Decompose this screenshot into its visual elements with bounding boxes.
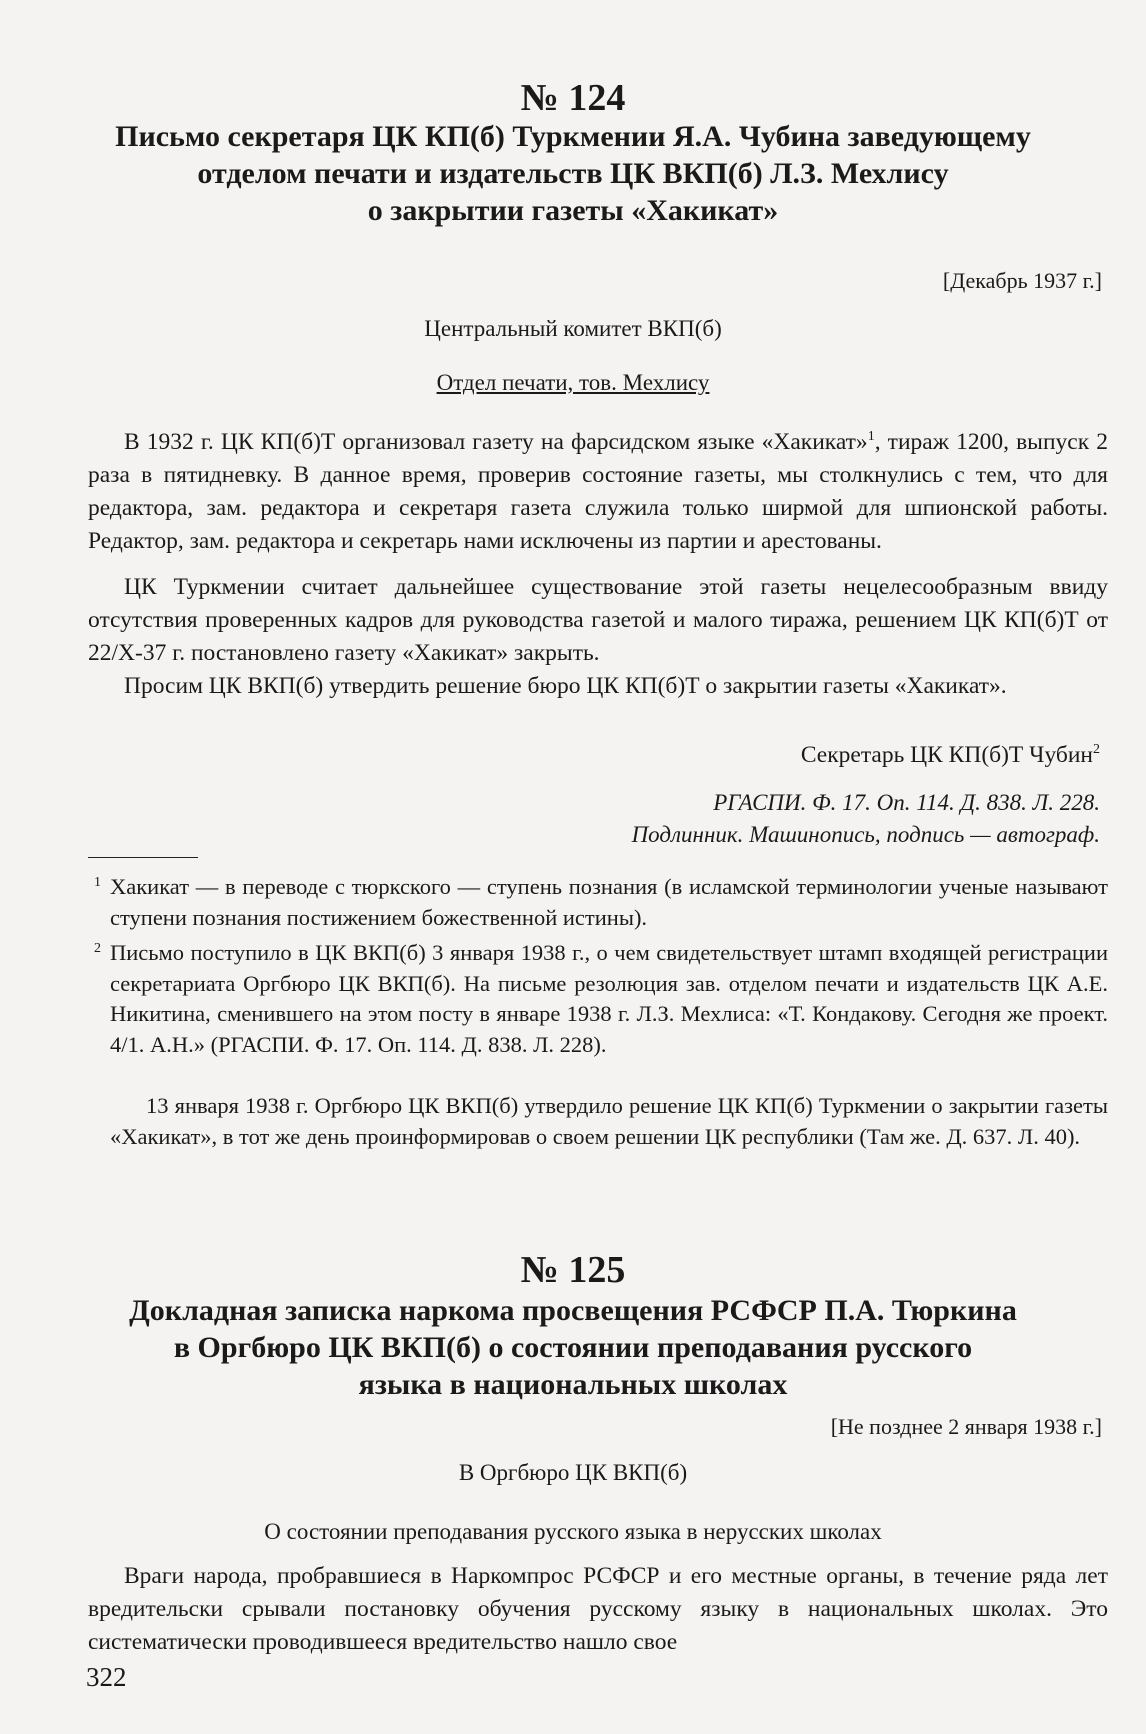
- doc-125-date: [Не позднее 2 января 1938 г.]: [830, 1414, 1102, 1439]
- doc-124-signature: [801, 742, 1100, 769]
- doc-124-title: [60, 118, 1086, 229]
- doc-125-title-line: языка в национальных школах: [358, 1368, 788, 1401]
- page-number: 322: [86, 1662, 127, 1692]
- doc-125-title: [60, 1292, 1086, 1403]
- footnote-2-continuation: 13 января 1938 г. Оргбюро ЦК ВКП(б) утвердило решение ЦК КП(б) Туркмении о закрытии газеты «Хакикат», в тот же день проинформировав о своем решении ЦК республики (Там же. Д. 637. Л. 40).: [110, 1093, 1108, 1149]
- footnote-2-mark: 2: [94, 941, 101, 956]
- footnote-1: [88, 872, 1108, 933]
- footnote-1-text: Хакикат — в переводе с тюркского — ступень познания (в исламской терминологии ученые называют ступени познания постижением божественной истины).: [110, 874, 1108, 930]
- doc-124-title-line: Письмо секретаря ЦК КП(б) Туркмении Я.А. Чубина заведующему: [115, 120, 1031, 153]
- footnote-ref-2: 2: [1093, 742, 1100, 758]
- footnote-2-text: Письмо поступило в ЦК ВКП(б) 3 января 1938 г., о чем свидетельствует штамп входящей регистрации секретариата Оргбюро ЦК ВКП(б). На письме резолюция зав. отделом печати и издательств ЦК А.Е. Никитина, сменившего на этом посту в январе 1938 г. Л.З. Мехлиса: «Т. Кондакову. Сегодня же проект. 4/1. А.Н.» (РГАСПИ. Ф. 17. Оп. 114. Д. 838. Л. 228).: [110, 940, 1108, 1057]
- doc-124-title-line: отделом печати и издательств ЦК ВКП(б) Л.З. Мехлису: [197, 157, 949, 190]
- doc-125-number: № 125: [520, 1249, 626, 1291]
- doc-124-department-text: Отдел печати, тов. Мехлису: [436, 370, 710, 395]
- doc-125-paragraph-1: Враги народа, пробравшиеся в Наркомпрос РСФСР и его местные органы, в течение ряда лет вредительски срывали постановку обучения русскому языку в национальных школах. Это систематически проводившееся вредительство нашло свое: [88, 1563, 1108, 1655]
- footnote-2: [88, 938, 1108, 1060]
- footnote-ref-1: 1: [867, 429, 875, 444]
- doc-124-source-type: Подлинник. Машинопись, подпись — автограф.: [631, 822, 1100, 847]
- doc-124-paragraph-3: Просим ЦК ВКП(б) утвердить решение бюро ЦК КП(б)Т о закрытии газеты «Хакикат».: [124, 673, 1007, 699]
- doc-125-subtitle: О состоянии преподавания русского языка в нерусских школах: [264, 1519, 882, 1544]
- doc-124-paragraph-1-b: , тираж 1200, выпуск 2 раза в пятидневку. В данное время, проверив состояние газеты, мы столкнулись с тем, что для редактора, зам. редактора и секретаря газета служила только ширмой для шпионской работы. Редактор, зам. редактора и секретарь нами исключены из партии и арестованы.: [88, 428, 1109, 554]
- doc-124-source-archive: РГАСПИ. Ф. 17. Оп. 114. Д. 838. Л. 228.: [713, 790, 1100, 815]
- footnote-divider: [88, 857, 198, 858]
- doc-124-title-line: о закрытии газеты «Хакикат»: [367, 194, 779, 227]
- doc-124-date: [Декабрь 1937 г.]: [942, 268, 1102, 293]
- footnote-1-mark: 1: [94, 875, 101, 890]
- doc-124-source: [632, 787, 1100, 851]
- doc-124-addressee: Центральный комитет ВКП(б): [424, 316, 722, 341]
- doc-124-paragraph-2: ЦК Туркмении считает дальнейшее существование этой газеты нецелесообразным ввиду отсутствия проверенных кадров для руководства газетой и малого тиража, решением ЦК КП(б)Т от 22/Х-37 г. постановлено газету «Хакикат» закрыть.: [88, 574, 1108, 666]
- doc-125-addressee: В Оргбюро ЦК ВКП(б): [458, 1460, 688, 1485]
- doc-125-title-line: в Оргбюро ЦК ВКП(б) о состоянии преподавания русского: [173, 1331, 973, 1364]
- doc-124-number: № 124: [520, 77, 626, 119]
- doc-125-title-line: Докладная записка наркома просвещения РСФСР П.А. Тюркина: [129, 1294, 1017, 1327]
- doc-124-department: [0, 370, 1146, 396]
- doc-124-paragraph-1: [88, 420, 1108, 558]
- doc-124-paragraph-1-a: В 1932 г. ЦК КП(б)Т организовал газету на фарсидском языке «Хакикат»: [124, 428, 868, 455]
- doc-124-signature-text: Секретарь ЦК КП(б)Т Чубин: [800, 742, 1093, 768]
